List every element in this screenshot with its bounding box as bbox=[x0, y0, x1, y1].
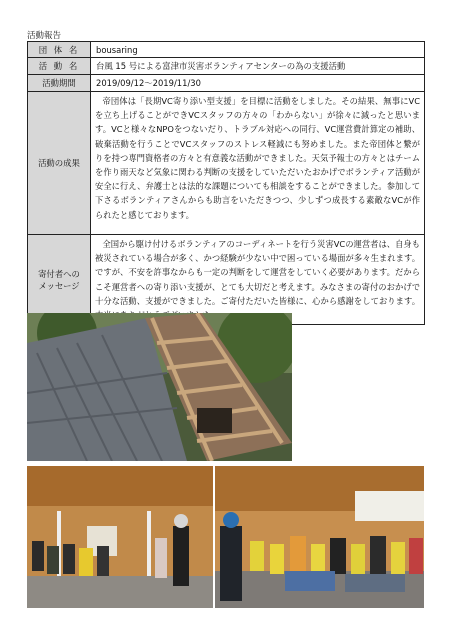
message-text: 全国から駆け付けるボランティアのコーディネートを行う災害VCの運営者は、自身も被災されている場合が多く、かつ経験が少ない中で困っている場面が多々生まれます。ですが、不安を許事なからも一定の判断をして運営をしていく必要があります。だからこそ運営者への寄り添い支援が、とても大切だと考えます。みなさまの寄付のおかげで十分な活動、支援ができました。ご寄付ただいた皆様に、心から感謝をしております。 bbox=[91, 235, 425, 325]
activity-value: 台風 15 号による富津市災害ボランティアセンターの為の支援活動 bbox=[91, 58, 425, 75]
message-label-line2: メッセージ bbox=[38, 280, 80, 291]
roof-photo bbox=[27, 313, 292, 461]
activity-label: 活 動 名 bbox=[28, 58, 91, 75]
period-value: 2019/09/12～2019/11/30 bbox=[91, 75, 425, 92]
message-label bbox=[28, 235, 91, 325]
results-text: 帝団体は「長期VC寄り添い型支援」を目標に活動をしました。その結果、無事にVCを立ち上げることができVCスタッフの方々の「わからない」が徐々に減ったと思います。VCと様々なNPOをつないだり、トラブル対応への同行、VC運営費計算定の補助、破棄活動を行うことでVCスタッフのストレス軽減にも努めました。また帝団体と繋がりを持つ専門資格者の方々と有意義な活動ができました。天気予報士の方々とはチームを作り雨天など気象に関わる判断の支援をしていただいたおかげでボランティア活動が安全に行え、弁護士とは法的な課題についても相談をすることができました。参加して下さるボランティアさんからも助言をいただきつつ、少しずつ成長する素敵なVCが作られたと感じております。 bbox=[91, 92, 425, 235]
results-row bbox=[28, 92, 425, 235]
volunteer-center-photo-right bbox=[215, 466, 424, 608]
results-label: 活動の成果 bbox=[28, 92, 91, 235]
activity-row bbox=[28, 58, 425, 75]
group-row bbox=[28, 42, 425, 58]
report-title: 活動報告 bbox=[27, 31, 62, 41]
message-label-line1: 寄付者への bbox=[38, 268, 80, 279]
volunteer-center-photo-left bbox=[27, 466, 213, 608]
group-label: 団 体 名 bbox=[28, 42, 91, 58]
group-value: bousaring bbox=[91, 42, 425, 58]
report-table bbox=[27, 41, 425, 325]
period-row bbox=[28, 75, 425, 92]
period-label: 活動期間 bbox=[28, 75, 91, 92]
message-row bbox=[28, 235, 425, 325]
